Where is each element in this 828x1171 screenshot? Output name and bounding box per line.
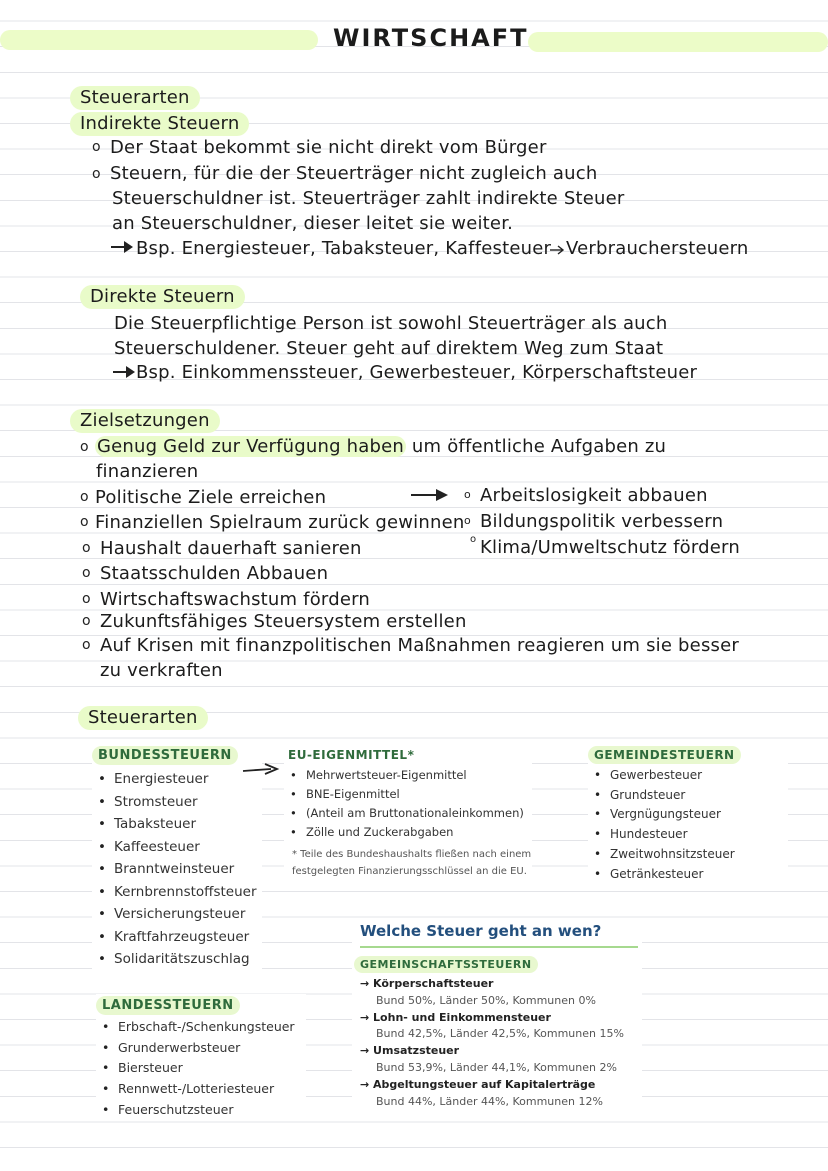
bullet-circle: o: [82, 540, 91, 556]
list-item: [360, 1043, 642, 1060]
ziel-item-2: Politische Ziele erreichen: [95, 487, 327, 508]
indirekt-bullet-2-line2: Steuerschuldner ist. Steuerträger zahlt indirekte Steuer: [112, 188, 625, 209]
ziel-item-5: Staatsschulden Abbauen: [100, 563, 329, 584]
indirekt-example-result: Verbrauchersteuern: [566, 238, 749, 259]
ziel-sub-1: Arbeitslosigkeit abbauen: [480, 485, 708, 506]
list-item: • Branntweinsteuer: [98, 858, 262, 881]
bullet-circle: o: [80, 489, 89, 505]
title-highlight-right: [528, 32, 828, 52]
gemeindesteuern-list: [594, 766, 788, 884]
list-item: • Kaffeesteuer: [98, 836, 262, 859]
tax-name: Lohn- und Einkommensteuer: [373, 1010, 551, 1024]
eu-footnote-line2: festgelegten Finanzierungsschlüssel an die EU.: [292, 866, 527, 877]
eu-footnote: [292, 846, 532, 880]
list-item: [360, 1077, 642, 1094]
tax-name: Körperschaftsteuer: [373, 977, 494, 990]
list-item: • Feuerschutzsteuer: [102, 1100, 306, 1121]
list-item: • Hundesteuer: [594, 825, 788, 845]
ziel-item-1-line2: finanzieren: [96, 461, 199, 482]
arrow-icon: →: [360, 1010, 374, 1024]
ziel-item-8-line1: Auf Krisen mit finanzpolitischen Maßnahmen reagieren um sie besser: [100, 635, 739, 656]
bundessteuern-list: [98, 768, 262, 971]
list-item: • Zölle und Zuckerabgaben: [290, 823, 532, 842]
direkt-line-2: Steuerschuldener. Steuer geht auf direktem Weg zum Staat: [114, 338, 664, 359]
eu-eigenmittel-box: [284, 744, 532, 884]
verteilung-list: [360, 976, 642, 1110]
tax-split: Bund 42,5%, Länder 42,5%, Kommunen 15%: [376, 1027, 624, 1041]
verteilung-box: [352, 918, 642, 1118]
ziel-item-8-line2: zu verkraften: [100, 660, 223, 681]
indirekt-example: Bsp. Energiesteuer, Tabaksteuer, Kaffesteuer: [136, 238, 552, 259]
verteilung-question: Welche Steuer geht an wen?: [360, 922, 602, 940]
list-item: • Kraftfahrzeugsteuer: [98, 926, 262, 949]
list-item: • Energiesteuer: [98, 768, 262, 791]
list-item: • Kernbrennstoffsteuer: [98, 881, 262, 904]
gemeinschaftssteuern-heading: GEMEINSCHAFTSSTEUERN: [354, 956, 538, 973]
list-item: • Getränkesteuer: [594, 865, 788, 885]
bullet-circle: o: [92, 166, 101, 182]
list-item: • Solidaritätszuschlag: [98, 948, 262, 971]
list-item: • Stromsteuer: [98, 791, 262, 814]
bullet-circle: o: [80, 514, 89, 530]
ziel-item-3: Finanziellen Spielraum zurück gewinnen: [95, 512, 465, 533]
list-item: • Gewerbesteuer: [594, 766, 788, 786]
bundessteuern-box: [92, 744, 262, 974]
heading-steuerarten: Steuerarten: [70, 86, 200, 110]
tax-split: Bund 50%, Länder 50%, Kommunen 0%: [376, 993, 596, 1007]
ziel-item-1-highlight: Genug Geld zur Verfügung haben: [97, 436, 405, 457]
direkt-line-1: Die Steuerpflichtige Person ist sowohl Steuerträger als auch: [114, 313, 668, 334]
list-item: • Tabaksteuer: [98, 813, 262, 836]
ziel-sub-2: Bildungspolitik verbessern: [480, 511, 724, 532]
ziel-item-1-rest: um öffentliche Aufgaben zu: [406, 436, 667, 457]
arrow-icon: →: [360, 977, 374, 990]
direkt-example: Bsp. Einkommenssteuer, Gewerbesteuer, Körperschaftsteuer: [136, 362, 698, 383]
list-item-sub: [290, 804, 532, 823]
title-highlight-left: [0, 30, 318, 50]
ziel-item-7: Zukunftsfähiges Steuersystem erstellen: [100, 611, 467, 632]
arrow-icon: →: [360, 1077, 374, 1091]
list-item: • Mehrwertsteuer-Eigenmittel: [290, 766, 532, 785]
tax-name: Abgeltungsteuer auf Kapitalerträge: [373, 1077, 596, 1091]
list-item: • Rennwett-/Lotteriesteuer: [102, 1079, 306, 1100]
arrow-icon: [549, 244, 565, 256]
tax-name: Umsatzsteuer: [373, 1044, 460, 1058]
gemeindesteuern-box: [588, 744, 788, 884]
list-item: • Grundsteuer: [594, 786, 788, 806]
bullet-circle: o: [82, 613, 91, 629]
eu-eigenmittel-list: [290, 766, 532, 842]
gemeindesteuern-heading: GEMEINDESTEUERN: [588, 746, 741, 764]
bullet-circle: o: [82, 637, 91, 653]
list-item: • Vergnügungsteuer: [594, 805, 788, 825]
heading-indirekte-steuern: Indirekte Steuern: [70, 112, 249, 136]
list-item: [360, 976, 642, 993]
list-item: • Erbschaft-/Schenkungsteuer: [102, 1017, 306, 1038]
eu-eigenmittel-heading: EU-EIGENMITTEL*: [288, 748, 415, 762]
list-item: • Biersteuer: [102, 1058, 306, 1079]
ziel-sub-3: Klima/Umweltschutz fördern: [480, 537, 740, 558]
arrow-icon: →: [360, 1044, 374, 1058]
list-item: [360, 1010, 642, 1027]
ziel-item-6: Wirtschaftswachstum fördern: [100, 589, 371, 610]
bullet-circle: o: [82, 565, 91, 581]
heading-steuerarten-2: Steuerarten: [78, 706, 208, 730]
arrow-icon: [112, 365, 136, 379]
bullet-circle: o: [80, 439, 89, 455]
verteilung-divider: [360, 946, 638, 948]
bullet-circle: o: [92, 139, 101, 155]
tax-split: Bund 44%, Länder 44%, Kommunen 12%: [376, 1094, 603, 1108]
eu-item2-sub: (Anteil am Bruttonationaleinkommen): [306, 806, 524, 820]
tax-split: Bund 53,9%, Länder 44,1%, Kommunen 2%: [376, 1060, 617, 1074]
bundessteuern-heading: BUNDESSTEUERN: [92, 746, 238, 765]
arrow-icon: [110, 240, 134, 254]
heading-direkte-steuern: Direkte Steuern: [80, 285, 245, 309]
bullet-circle: o: [470, 534, 477, 545]
bullet-circle: o: [464, 514, 471, 527]
list-item: • BNE-Eigenmittel: [290, 785, 532, 804]
bullet-circle: o: [82, 591, 91, 607]
arrow-icon: [241, 762, 281, 778]
list-item: • Versicherungsteuer: [98, 903, 262, 926]
list-item: • Zweitwohnsitzsteuer: [594, 845, 788, 865]
arrow-icon: [410, 487, 450, 503]
page-title: WIRTSCHAFT: [333, 24, 529, 52]
ziel-item-4: Haushalt dauerhaft sanieren: [100, 538, 362, 559]
landessteuern-list: [102, 1017, 306, 1121]
heading-zielsetzungen: Zielsetzungen: [70, 409, 220, 433]
list-item: • Grunderwerbsteuer: [102, 1038, 306, 1059]
indirekt-bullet-1: Der Staat bekommt sie nicht direkt vom Bürger: [110, 137, 547, 158]
eu-footnote-line1: * Teile des Bundeshaushalts fließen nach einem: [292, 849, 532, 860]
indirekt-bullet-2-line3: an Steuerschuldner, dieser leitet sie weiter.: [112, 213, 514, 234]
landessteuern-box: [96, 994, 306, 1119]
indirekt-bullet-2-line1: Steuern, für die der Steuerträger nicht zugleich auch: [110, 163, 598, 184]
bullet-circle: o: [464, 488, 471, 501]
ziel-item-1: [95, 436, 666, 457]
landessteuern-heading: LANDESSTEUERN: [96, 996, 240, 1015]
